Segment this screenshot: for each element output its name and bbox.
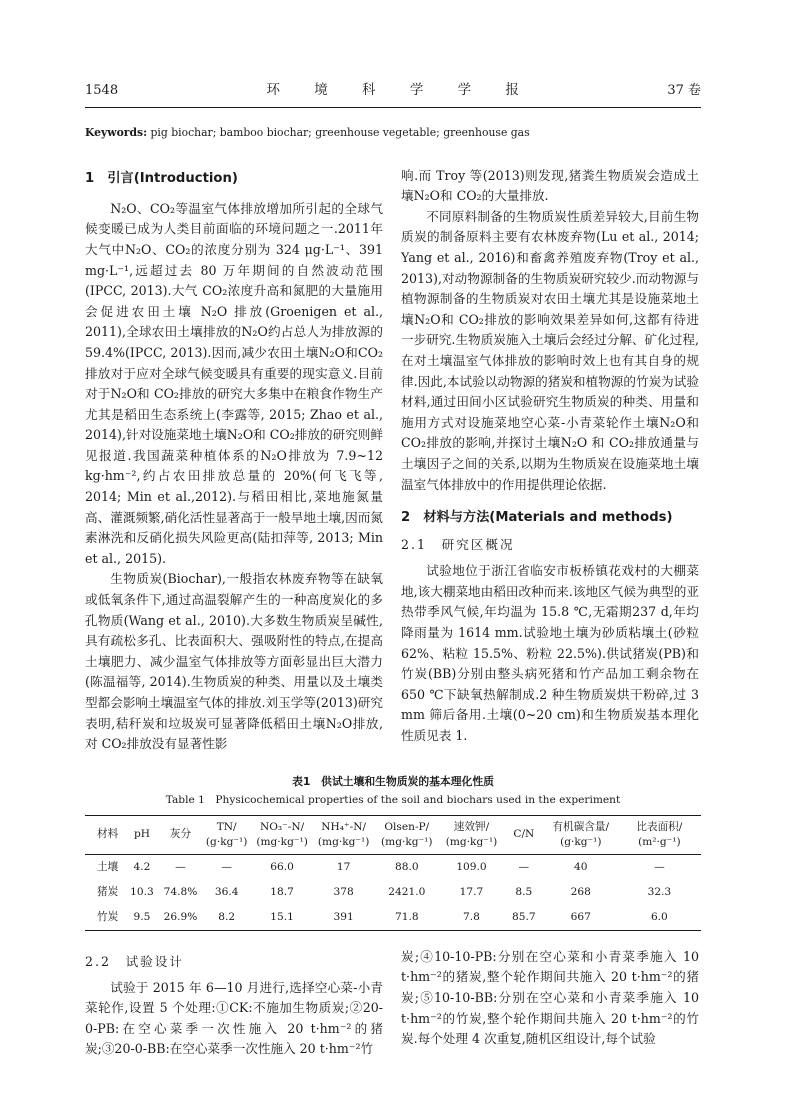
table-cell: 74.8%: [163, 886, 198, 899]
subsection-heading-2-2: 2.2 试验设计: [85, 953, 184, 969]
page-number: 1548: [85, 83, 119, 98]
table-cell: 667: [570, 910, 591, 923]
right-column-bottom: [401, 947, 699, 1060]
table-cell: 40: [574, 861, 588, 874]
subsection-heading-2-1: 2.1 研究区概况: [401, 537, 515, 553]
header-divider: [85, 107, 701, 108]
table-row-pig-biochar: [85, 880, 701, 905]
running-head: [85, 84, 701, 98]
table-cell: 2421.0: [388, 886, 426, 899]
paragraph: 不同原料制备的生物质炭性质差异较大,目前生物质炭的制备原料主要有农林废弃物(Lu et al., 2014; Yang et al., 2016)和畜禽养殖废弃物(Troy et al., 2013),对动物源制备的生物质炭研究较少.而动物源与植物源制备的生物质炭对农田土壤尤其是设施菜地土壤N₂O和 CO₂排放的影响效果差异如何,这都有待进一步研究.生物质炭施入土壤后会经过分解、矿化过程,在对土壤温室气体排放的影响时效上也有其自身的规律.因此,本试验以动物源的猪炭和植物源的竹炭为试验材料,通过田间小区试验研究生物质炭的种类、用量和施用方式对设施菜地空心菜-小青菜轮作土壤N₂O和 CO₂排放的影响,并探讨土壤N₂O 和 CO₂排放通量与土壤因子之间的关系,以期为生物质炭在设施菜地土壤温室气体排放中的作用提供理论依据.: [401, 208, 699, 492]
paragraph: N₂O、CO₂等温室气体排放增加所引起的全球气候变暖已成为人类目前面临的环境问题之一.2011年大气中N₂O、CO₂的浓度分别为 324 μg·L⁻¹、391 mg·L⁻¹,远超过去 80 万年期间的自然波动范围(IPCC, 2013).大气 CO₂浓度升高和氮肥的大量施用会促进农田土壤 N₂O 排放(Groenigen et al., 2011),全球农田土壤排放的N₂O约占总人为排放源的 59.4%(IPCC, 2013).因而,减少农田土壤N₂O和CO₂排放对于应对全球气候变暖具有重要的现实意义.目前对于N₂O和 CO₂排放的研究大多集中在粮食作物生产尤其是稻田生态系统上(李露等, 2015; Zhao et al., 2014),针对设施菜地土壤N₂O和 CO₂排放的研究则鲜见报道.我国蔬菜种植体系的N₂O排放为 7.9~12 kg·hm⁻²,约占农田排放总量的 20%(何飞飞等, 2014; Min et al.,2012).与稻田相比,菜地施氮量高、灌溉频繁,硝化活性显著高于一般旱地土壤,因而氮素淋洗和反硝化损失风险更高(陆扣萍等, 2013; Min et al., 2015).: [85, 200, 383, 566]
table1-title-en: Table 1 Physicochemical properties of the soil and biochars used in the experiment: [165, 793, 621, 806]
table-cell: 268: [570, 886, 591, 899]
table-cell: 18.7: [270, 886, 294, 899]
column-header: 比表面积/ (m²·g⁻¹): [636, 820, 683, 848]
paragraph: 试验地位于浙江省临安市板桥镇花戏村的大棚菜地,该大棚菜地由稻田改种而来.该地区气候为典型的亚热带季风气候,年均温为 15.8 ℃,无霜期237 d,年均降雨量为 1614 mm.试验地土壤为砂质粘壤土(砂粒62%、粘粒 15.5%、粉粒 22.5%).供试猪炭(PB)和竹炭(BB)分别由整头病死猪和竹产品加工剩余物在650 ℃下缺氧热解制成.2 种生物质炭烘干粉碎,过 3 mm 筛后备用.土壤(0~20 cm)和生物质炭基本理化性质见表 1.: [401, 563, 699, 743]
column-header: pH: [133, 828, 150, 841]
column-header: 有机碳含量/ (g·kg⁻¹): [552, 820, 610, 848]
left-column: [85, 166, 383, 755]
column-header: 材料: [97, 828, 119, 841]
material-cell: 竹炭: [97, 910, 119, 923]
column-header: 灰分: [169, 828, 192, 841]
paragraph: 试验于 2015 年 6—10 月进行,选择空心菜-小青菜轮作,设置 5 个处理:①CK:不施加生物质炭;②20-0-PB:在空心菜季一次性施入 20 t·hm⁻²的猪炭;③20-0-BB:在空心菜季一次性施入 20 t·hm⁻²竹: [85, 979, 383, 1057]
material-cell: 猪炭: [97, 886, 119, 899]
left-column-bottom: [85, 947, 383, 1060]
table-cell: 109.0: [456, 861, 487, 874]
column-header: NO₃⁻-N/ (mg·kg⁻¹): [256, 820, 308, 848]
table-cell: 10.3: [130, 886, 154, 899]
section-heading-introduction: 1 引言(Introduction): [85, 170, 238, 186]
table-cell: 4.2: [133, 861, 151, 874]
table1: [85, 815, 701, 931]
table-cell: 378: [333, 886, 354, 899]
table-cell: 391: [333, 910, 354, 923]
paragraph: 炭;④10-10-PB:分别在空心菜和小青菜季施入 10 t·hm⁻²的猪炭,整个轮作期间共施入 20 t·hm⁻²的猪炭;⑤10-10-BB:分别在空心菜和小青菜季施入 10 t·hm⁻²的竹炭,整个轮作期间共施入 20 t·hm⁻²的竹炭.每个处理 4 次重复,随机区组设计,每个试验: [401, 948, 699, 1047]
column-header: TN/ (g·kg⁻¹): [205, 820, 248, 848]
column-header: C/N: [513, 828, 535, 841]
table-cell: —: [221, 861, 232, 874]
table-cell: 7.8: [463, 910, 480, 923]
column-header: NH₄⁺-N/ (mg·kg⁻¹): [317, 820, 370, 848]
table-cell: 32.3: [647, 886, 672, 899]
table-cell: 6.0: [650, 910, 668, 923]
table-cell: —: [518, 861, 530, 874]
table-cell: 15.1: [270, 910, 294, 923]
table-cell: 88.0: [395, 861, 419, 874]
table1-block: [85, 775, 701, 931]
table-cell: 85.7: [512, 910, 536, 923]
table-cell: 17.7: [459, 886, 484, 899]
column-header: 速效钾/ (mg·kg⁻¹): [445, 820, 498, 848]
volume-label: 37 卷: [667, 83, 701, 98]
right-column: [401, 166, 699, 755]
table-cell: 66.0: [270, 861, 294, 874]
table-row-bamboo-biochar: [85, 905, 701, 930]
table-cell: —: [175, 861, 186, 874]
table-cell: 9.5: [133, 910, 151, 923]
section-heading-methods: 2 材料与方法(Materials and methods): [401, 510, 673, 526]
table1-title-cn: 表1 供试土壤和生物质炭的基本理化性质: [292, 774, 494, 788]
table-cell: 26.9%: [163, 910, 198, 923]
paragraph: 响.而 Troy 等(2013)则发现,猪粪生物质炭会造成土壤N₂O和 CO₂的大量排放.: [401, 167, 699, 204]
table-cell: 8.5: [515, 886, 533, 899]
keywords-label: Keywords:: [85, 125, 148, 139]
body-columns-top: [85, 166, 701, 755]
body-columns-bottom: [85, 947, 701, 1060]
table-header-row: [85, 815, 701, 855]
column-header: Olsen-P/ (mg·kg⁻¹): [381, 820, 433, 848]
table-cell: 36.4: [214, 886, 239, 899]
journal-title: 环 境 科 学 学 报: [266, 82, 534, 98]
table-cell: —: [654, 861, 665, 874]
table-cell: 71.8: [395, 910, 419, 923]
keywords-line: [85, 125, 701, 140]
table-row-soil: [85, 855, 701, 880]
table-cell: 17: [336, 861, 351, 874]
table-cell: 8.2: [218, 910, 236, 923]
material-cell: 土壤: [97, 861, 119, 874]
keywords-text: pig biochar; bamboo biochar; greenhouse vegetable; greenhouse gas: [147, 125, 530, 139]
paragraph: 生物质炭(Biochar),一般指农林废弃物等在缺氧或低氧条件下,通过高温裂解产生的一种高度炭化的多孔物质(Wang et al., 2010).大多数生物质炭呈碱性,具有疏松多孔、比表面积大、强吸附性的特点,在提高土壤肥力、减少温室气体排放等方面彰显出巨大潜力(陈温福等, 2014).生物质炭的种类、用量以及土壤类型都会影响土壤温室气体的排放.刘玉学等(2013)研究表明,秸秆炭和垃圾炭可显著降低稻田土壤N₂O排放,对 CO₂排放没有显著性影: [85, 571, 383, 752]
